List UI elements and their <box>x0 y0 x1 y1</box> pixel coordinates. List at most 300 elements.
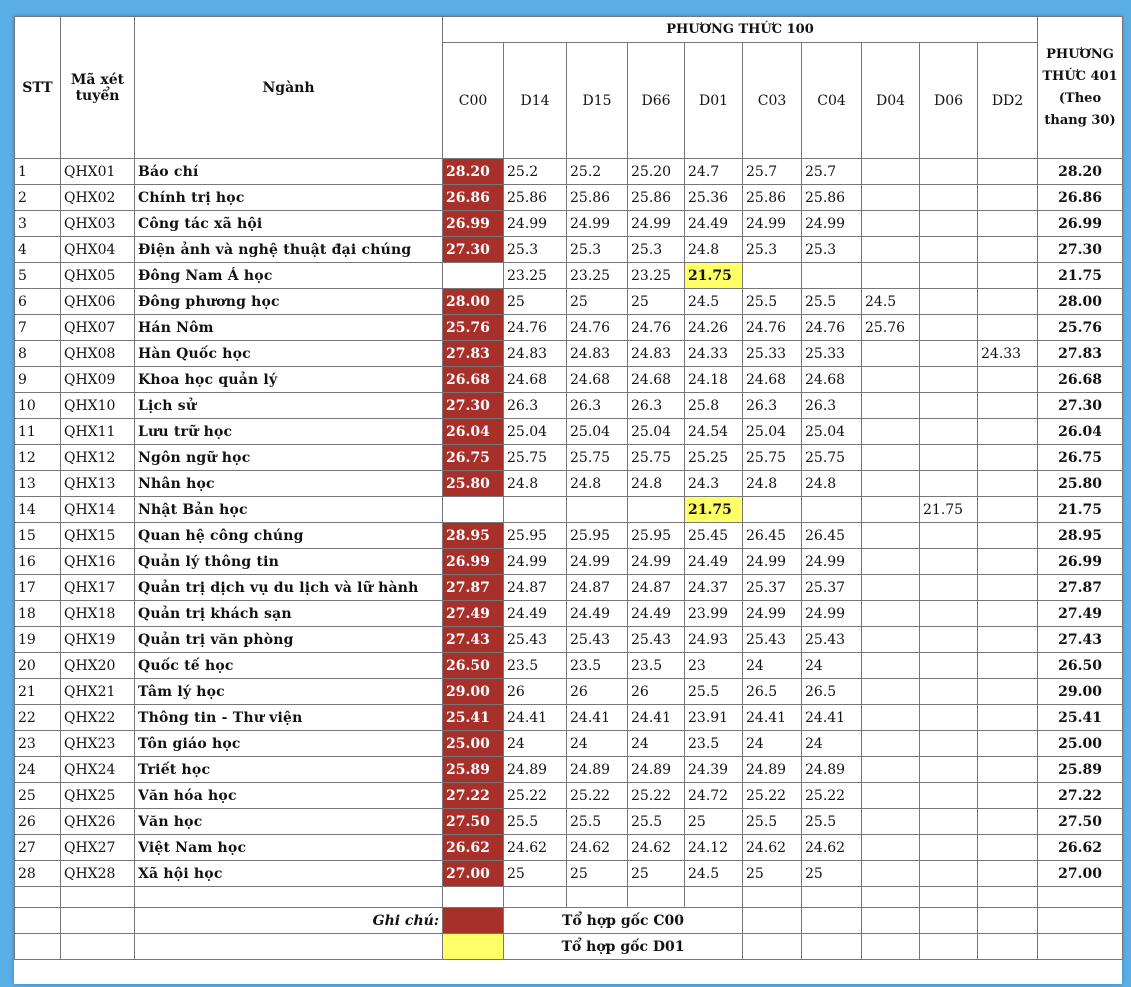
row-stt: 28 <box>15 861 61 887</box>
row-nganh: Chính trị học <box>135 185 443 211</box>
score-c03: 25 <box>743 861 802 887</box>
score-d04 <box>862 835 920 861</box>
score-d66: 24 <box>628 731 685 757</box>
row-nganh: Ngôn ngữ học <box>135 445 443 471</box>
blank-cell <box>802 908 862 934</box>
score-d14: 25.75 <box>504 445 567 471</box>
score-d06: 21.75 <box>920 497 978 523</box>
score-pt401: 27.30 <box>1038 393 1123 419</box>
row-nganh: Báo chí <box>135 159 443 185</box>
score-d01: 25.5 <box>685 679 743 705</box>
score-c00: 26.86 <box>443 185 504 211</box>
score-dd2 <box>978 835 1038 861</box>
combo-header-d01: D01 <box>685 43 743 159</box>
score-d66: 25 <box>628 861 685 887</box>
score-d01: 24.54 <box>685 419 743 445</box>
score-pt401: 27.87 <box>1038 575 1123 601</box>
score-dd2 <box>978 471 1038 497</box>
score-d06 <box>920 237 978 263</box>
row-stt: 10 <box>15 393 61 419</box>
score-c04 <box>802 497 862 523</box>
row-ma-xet-tuyen: QHX23 <box>61 731 135 757</box>
score-d15: 24.83 <box>567 341 628 367</box>
row-stt: 3 <box>15 211 61 237</box>
blank-cell <box>15 934 61 960</box>
score-c00: 27.22 <box>443 783 504 809</box>
score-d04 <box>862 627 920 653</box>
score-c00 <box>443 497 504 523</box>
score-d06 <box>920 627 978 653</box>
blank-cell <box>135 887 443 908</box>
score-c03 <box>743 497 802 523</box>
row-ma-xet-tuyen: QHX03 <box>61 211 135 237</box>
blank-cell <box>1038 908 1123 934</box>
row-stt: 6 <box>15 289 61 315</box>
score-d66: 24.49 <box>628 601 685 627</box>
row-nganh: Quản trị dịch vụ du lịch và lữ hành <box>135 575 443 601</box>
score-dd2 <box>978 705 1038 731</box>
score-d15: 25.5 <box>567 809 628 835</box>
score-pt401: 28.95 <box>1038 523 1123 549</box>
score-c04: 25.5 <box>802 809 862 835</box>
score-d01: 23.5 <box>685 731 743 757</box>
score-pt401: 27.50 <box>1038 809 1123 835</box>
table-row <box>15 315 1123 341</box>
score-d66: 25.86 <box>628 185 685 211</box>
score-d01: 24.26 <box>685 315 743 341</box>
score-d14: 24.8 <box>504 471 567 497</box>
score-d14: 25.2 <box>504 159 567 185</box>
score-d14: 26.3 <box>504 393 567 419</box>
legend-swatch-d01 <box>443 934 504 960</box>
score-c00: 29.00 <box>443 679 504 705</box>
score-c03: 24.99 <box>743 601 802 627</box>
row-stt: 17 <box>15 575 61 601</box>
score-c03: 24.41 <box>743 705 802 731</box>
score-d66: 23.25 <box>628 263 685 289</box>
blank-cell <box>685 887 743 908</box>
score-d15: 24.99 <box>567 549 628 575</box>
score-c00: 26.68 <box>443 367 504 393</box>
score-d15: 24 <box>567 731 628 757</box>
score-d14: 25.3 <box>504 237 567 263</box>
score-c04: 24.8 <box>802 471 862 497</box>
score-dd2 <box>978 523 1038 549</box>
score-d14: 25.95 <box>504 523 567 549</box>
score-d06 <box>920 835 978 861</box>
score-d15: 25.43 <box>567 627 628 653</box>
blank-cell <box>862 934 920 960</box>
combo-header-c04: C04 <box>802 43 862 159</box>
score-d01: 24.3 <box>685 471 743 497</box>
score-d66: 26.3 <box>628 393 685 419</box>
score-c04: 25.22 <box>802 783 862 809</box>
score-d01: 24.37 <box>685 575 743 601</box>
row-nganh: Nhân học <box>135 471 443 497</box>
score-d14: 25.86 <box>504 185 567 211</box>
table-row <box>15 367 1123 393</box>
score-d14: 24.41 <box>504 705 567 731</box>
score-c04: 24.62 <box>802 835 862 861</box>
score-d15: 23.25 <box>567 263 628 289</box>
score-d06 <box>920 367 978 393</box>
score-c04: 24 <box>802 731 862 757</box>
row-ma-xet-tuyen: QHX06 <box>61 289 135 315</box>
combo-header-d06: D06 <box>920 43 978 159</box>
row-ma-xet-tuyen: QHX27 <box>61 835 135 861</box>
table-row <box>15 497 1123 523</box>
note-label <box>135 934 443 960</box>
score-pt401: 25.89 <box>1038 757 1123 783</box>
score-d01: 25 <box>685 809 743 835</box>
score-c00: 26.50 <box>443 653 504 679</box>
score-c04: 25.5 <box>802 289 862 315</box>
row-ma-xet-tuyen: QHX01 <box>61 159 135 185</box>
score-d01: 24.93 <box>685 627 743 653</box>
row-ma-xet-tuyen: QHX15 <box>61 523 135 549</box>
score-c03: 24.89 <box>743 757 802 783</box>
score-dd2 <box>978 237 1038 263</box>
score-dd2 <box>978 393 1038 419</box>
score-d01: 21.75 <box>685 263 743 289</box>
score-c03: 25.22 <box>743 783 802 809</box>
row-ma-xet-tuyen: QHX26 <box>61 809 135 835</box>
blank-row <box>15 887 1123 908</box>
score-dd2 <box>978 263 1038 289</box>
score-d01: 24.7 <box>685 159 743 185</box>
score-pt401: 26.04 <box>1038 419 1123 445</box>
score-d04 <box>862 523 920 549</box>
score-d14: 26 <box>504 679 567 705</box>
score-c00: 25.89 <box>443 757 504 783</box>
table-row <box>15 471 1123 497</box>
score-d06 <box>920 445 978 471</box>
score-d06 <box>920 315 978 341</box>
score-d15: 25.04 <box>567 419 628 445</box>
score-c04: 25 <box>802 861 862 887</box>
row-stt: 13 <box>15 471 61 497</box>
row-stt: 14 <box>15 497 61 523</box>
score-d01: 25.45 <box>685 523 743 549</box>
score-d06 <box>920 653 978 679</box>
score-d66: 24.76 <box>628 315 685 341</box>
row-nganh: Lưu trữ học <box>135 419 443 445</box>
score-d04 <box>862 367 920 393</box>
table-row <box>15 601 1123 627</box>
score-c04: 24.68 <box>802 367 862 393</box>
score-c04: 25.43 <box>802 627 862 653</box>
score-d15: 25 <box>567 861 628 887</box>
blank-cell <box>15 887 61 908</box>
row-stt: 8 <box>15 341 61 367</box>
blank-cell <box>920 908 978 934</box>
score-pt401: 25.00 <box>1038 731 1123 757</box>
score-d04 <box>862 575 920 601</box>
blank-cell <box>504 887 567 908</box>
score-d01: 23.91 <box>685 705 743 731</box>
row-stt: 12 <box>15 445 61 471</box>
score-d66: 25.43 <box>628 627 685 653</box>
note-label: Ghi chú: <box>135 908 443 934</box>
score-c00: 27.00 <box>443 861 504 887</box>
row-stt: 2 <box>15 185 61 211</box>
score-c04: 25.3 <box>802 237 862 263</box>
score-d06 <box>920 861 978 887</box>
score-c00: 27.43 <box>443 627 504 653</box>
table-row <box>15 627 1123 653</box>
row-ma-xet-tuyen: QHX14 <box>61 497 135 523</box>
blank-cell <box>1038 887 1123 908</box>
score-c04: 25.04 <box>802 419 862 445</box>
row-stt: 25 <box>15 783 61 809</box>
score-d14: 24 <box>504 731 567 757</box>
score-d66: 25.20 <box>628 159 685 185</box>
score-c03 <box>743 263 802 289</box>
row-nganh: Quản trị khách sạn <box>135 601 443 627</box>
row-nganh: Xã hội học <box>135 861 443 887</box>
row-nganh: Việt Nam học <box>135 835 443 861</box>
score-c00: 25.76 <box>443 315 504 341</box>
blank-cell <box>802 934 862 960</box>
row-stt: 26 <box>15 809 61 835</box>
row-ma-xet-tuyen: QHX04 <box>61 237 135 263</box>
score-d66: 24.41 <box>628 705 685 731</box>
score-c04: 26.3 <box>802 393 862 419</box>
table-row <box>15 679 1123 705</box>
score-dd2 <box>978 627 1038 653</box>
score-d15: 24.89 <box>567 757 628 783</box>
score-c04: 24.41 <box>802 705 862 731</box>
table-row <box>15 289 1123 315</box>
table-row <box>15 757 1123 783</box>
row-stt: 27 <box>15 835 61 861</box>
score-d15: 24.8 <box>567 471 628 497</box>
score-d06 <box>920 783 978 809</box>
table-row <box>15 705 1123 731</box>
score-d06 <box>920 185 978 211</box>
row-stt: 24 <box>15 757 61 783</box>
score-pt401: 25.41 <box>1038 705 1123 731</box>
score-d04 <box>862 211 920 237</box>
score-c04 <box>802 263 862 289</box>
score-d04 <box>862 549 920 575</box>
row-stt: 5 <box>15 263 61 289</box>
score-d66: 25.3 <box>628 237 685 263</box>
score-d66: 26 <box>628 679 685 705</box>
row-nganh: Nhật Bản học <box>135 497 443 523</box>
score-d06 <box>920 523 978 549</box>
score-pt401: 21.75 <box>1038 263 1123 289</box>
score-d01: 24.39 <box>685 757 743 783</box>
score-d06 <box>920 809 978 835</box>
row-stt: 21 <box>15 679 61 705</box>
row-nganh: Điện ảnh và nghệ thuật đại chúng <box>135 237 443 263</box>
header-stt: STT <box>15 17 61 159</box>
score-c04: 25.7 <box>802 159 862 185</box>
score-d01: 24.5 <box>685 861 743 887</box>
score-pt401: 26.75 <box>1038 445 1123 471</box>
score-d01: 21.75 <box>685 497 743 523</box>
combo-header-c00: C00 <box>443 43 504 159</box>
table-row <box>15 159 1123 185</box>
score-d15: 23.5 <box>567 653 628 679</box>
score-c03: 25.37 <box>743 575 802 601</box>
blank-cell <box>920 934 978 960</box>
row-stt: 9 <box>15 367 61 393</box>
score-d06 <box>920 601 978 627</box>
score-c03: 25.7 <box>743 159 802 185</box>
score-c03: 25.04 <box>743 419 802 445</box>
score-pt401: 26.99 <box>1038 549 1123 575</box>
score-d01: 23.99 <box>685 601 743 627</box>
score-dd2 <box>978 757 1038 783</box>
score-dd2 <box>978 159 1038 185</box>
row-ma-xet-tuyen: QHX25 <box>61 783 135 809</box>
table-row <box>15 783 1123 809</box>
score-d06 <box>920 419 978 445</box>
blank-cell <box>978 887 1038 908</box>
score-d01: 24.49 <box>685 211 743 237</box>
score-c00: 26.04 <box>443 419 504 445</box>
score-c04: 24.99 <box>802 601 862 627</box>
score-d01: 24.18 <box>685 367 743 393</box>
score-d01: 23 <box>685 653 743 679</box>
score-dd2 <box>978 861 1038 887</box>
score-d01: 24.33 <box>685 341 743 367</box>
score-c03: 24.62 <box>743 835 802 861</box>
score-c03: 25.33 <box>743 341 802 367</box>
score-c00: 27.83 <box>443 341 504 367</box>
table-row <box>15 861 1123 887</box>
score-c00: 26.75 <box>443 445 504 471</box>
score-c03: 25.75 <box>743 445 802 471</box>
score-d66: 24.87 <box>628 575 685 601</box>
score-pt401: 26.50 <box>1038 653 1123 679</box>
blank-cell <box>802 887 862 908</box>
score-pt401: 27.49 <box>1038 601 1123 627</box>
score-c00: 26.99 <box>443 211 504 237</box>
score-dd2 <box>978 783 1038 809</box>
score-d01: 24.8 <box>685 237 743 263</box>
score-d06 <box>920 575 978 601</box>
row-stt: 23 <box>15 731 61 757</box>
score-d14: 25.22 <box>504 783 567 809</box>
score-d15: 25.95 <box>567 523 628 549</box>
note-row <box>15 908 1123 934</box>
score-pt401: 26.62 <box>1038 835 1123 861</box>
score-c03: 24.8 <box>743 471 802 497</box>
score-d15: 26 <box>567 679 628 705</box>
table-row <box>15 835 1123 861</box>
row-ma-xet-tuyen: QHX24 <box>61 757 135 783</box>
row-stt: 1 <box>15 159 61 185</box>
row-ma-xet-tuyen: QHX13 <box>61 471 135 497</box>
table-row <box>15 341 1123 367</box>
combo-header-d66: D66 <box>628 43 685 159</box>
combo-header-d14: D14 <box>504 43 567 159</box>
combo-header-dd2: DD2 <box>978 43 1038 159</box>
score-c00: 28.20 <box>443 159 504 185</box>
row-nganh: Tâm lý học <box>135 679 443 705</box>
row-nganh: Đông phương học <box>135 289 443 315</box>
blank-cell <box>978 908 1038 934</box>
score-c00: 26.62 <box>443 835 504 861</box>
row-ma-xet-tuyen: QHX09 <box>61 367 135 393</box>
score-d01: 24.12 <box>685 835 743 861</box>
row-nganh: Quan hệ công chúng <box>135 523 443 549</box>
score-d04 <box>862 783 920 809</box>
row-nganh: Công tác xã hội <box>135 211 443 237</box>
legend-text: Tổ hợp gốc C00 <box>504 908 743 934</box>
table-row <box>15 575 1123 601</box>
table-row <box>15 653 1123 679</box>
score-c04: 24.99 <box>802 549 862 575</box>
score-d15: 25.75 <box>567 445 628 471</box>
score-dd2 <box>978 497 1038 523</box>
score-d14: 25.04 <box>504 419 567 445</box>
blank-cell <box>61 934 135 960</box>
score-d15: 25.2 <box>567 159 628 185</box>
score-pt401: 27.22 <box>1038 783 1123 809</box>
combo-header-c03: C03 <box>743 43 802 159</box>
score-d66: 24.99 <box>628 549 685 575</box>
score-d14: 24.99 <box>504 211 567 237</box>
row-stt: 22 <box>15 705 61 731</box>
score-d04 <box>862 705 920 731</box>
score-dd2 <box>978 809 1038 835</box>
score-d04 <box>862 731 920 757</box>
score-d04 <box>862 653 920 679</box>
row-ma-xet-tuyen: QHX17 <box>61 575 135 601</box>
score-d04 <box>862 159 920 185</box>
score-d14 <box>504 497 567 523</box>
score-c03: 24 <box>743 731 802 757</box>
table-row <box>15 731 1123 757</box>
score-d66 <box>628 497 685 523</box>
score-pt401: 27.00 <box>1038 861 1123 887</box>
score-pt401: 26.68 <box>1038 367 1123 393</box>
score-d04 <box>862 471 920 497</box>
score-c00: 28.95 <box>443 523 504 549</box>
score-c04: 26.45 <box>802 523 862 549</box>
score-d04 <box>862 601 920 627</box>
score-c03: 24.76 <box>743 315 802 341</box>
score-c00: 27.49 <box>443 601 504 627</box>
score-d06 <box>920 289 978 315</box>
legend-text: Tổ hợp gốc D01 <box>504 934 743 960</box>
score-d14: 24.68 <box>504 367 567 393</box>
row-nganh: Đông Nam Á học <box>135 263 443 289</box>
score-pt401: 25.76 <box>1038 315 1123 341</box>
blank-cell <box>61 908 135 934</box>
score-c00: 27.87 <box>443 575 504 601</box>
score-dd2 <box>978 185 1038 211</box>
score-c03: 24.99 <box>743 549 802 575</box>
score-d06 <box>920 549 978 575</box>
score-d14: 24.76 <box>504 315 567 341</box>
score-d14: 25.43 <box>504 627 567 653</box>
score-pt401: 27.30 <box>1038 237 1123 263</box>
score-c03: 24.68 <box>743 367 802 393</box>
score-dd2 <box>978 367 1038 393</box>
score-d04 <box>862 237 920 263</box>
score-d15: 25.22 <box>567 783 628 809</box>
score-d04: 25.76 <box>862 315 920 341</box>
score-d04 <box>862 861 920 887</box>
score-d04: 24.5 <box>862 289 920 315</box>
score-pt401: 27.43 <box>1038 627 1123 653</box>
row-nganh: Văn học <box>135 809 443 835</box>
